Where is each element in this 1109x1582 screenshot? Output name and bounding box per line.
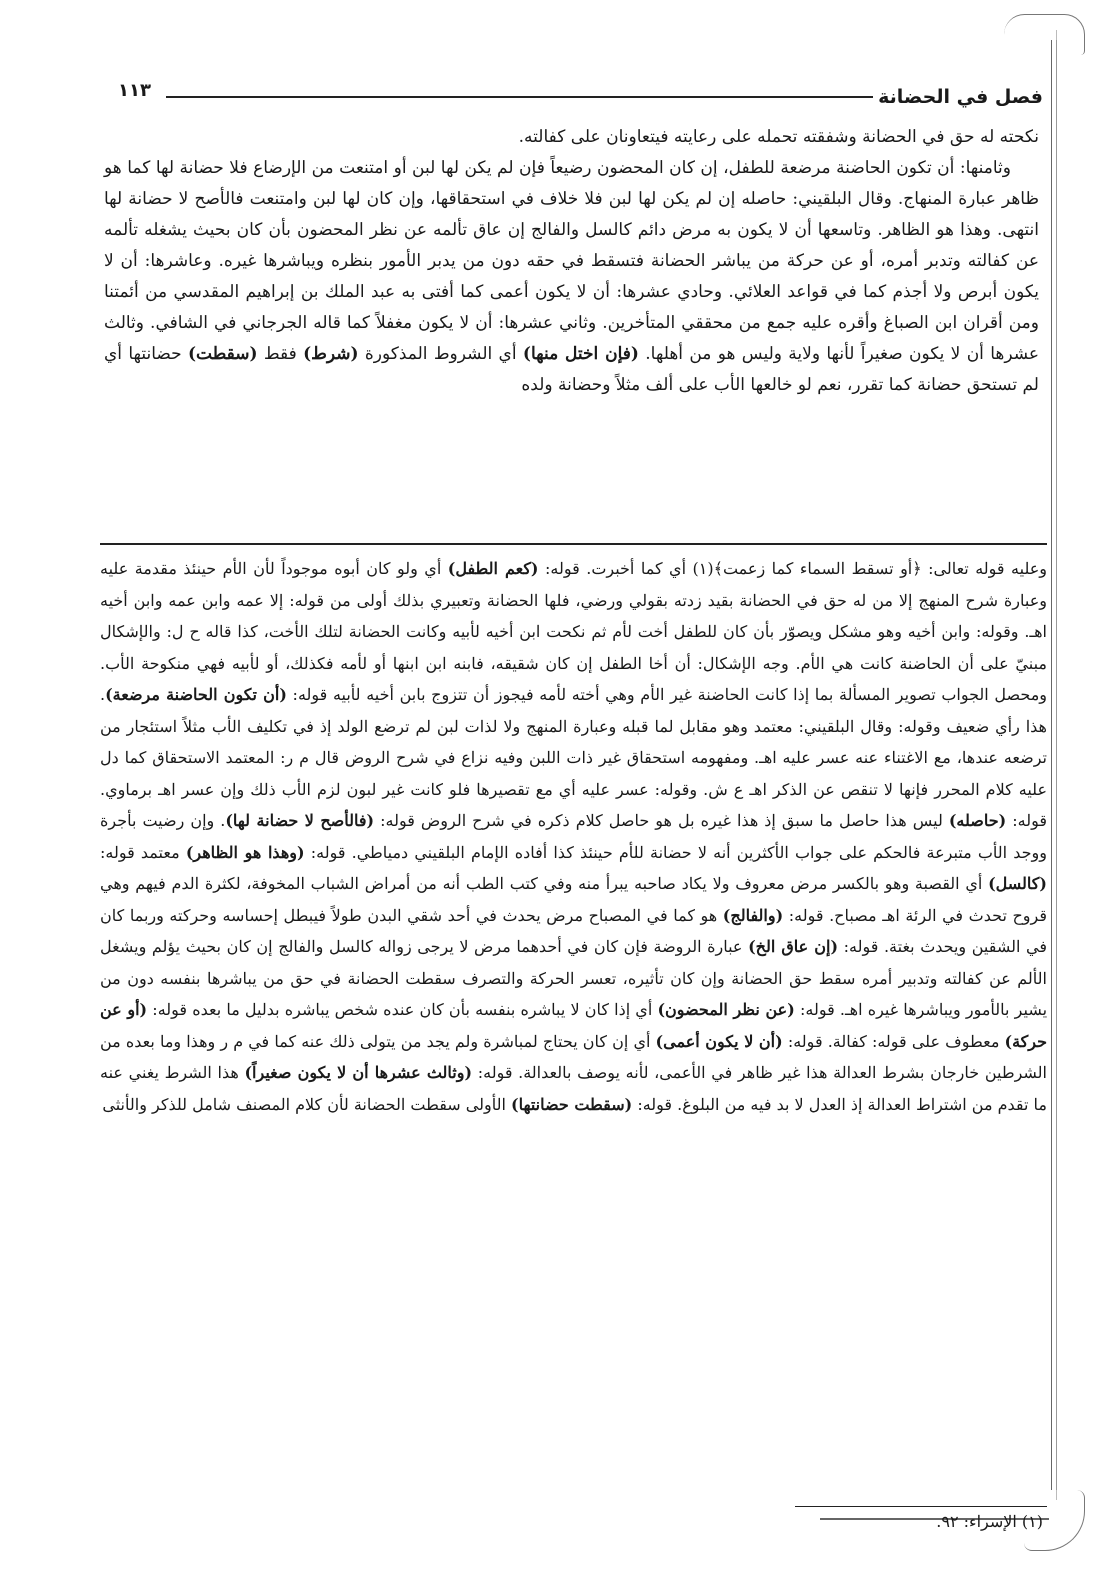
frame-border-inner xyxy=(1051,40,1057,1490)
footnote-rule xyxy=(795,1506,1047,1507)
page-header xyxy=(118,72,1043,112)
footnote: (١) الإسراء: ٩٢. xyxy=(936,1512,1043,1531)
bold-term: (وهذا هو الظاهر) xyxy=(185,842,305,862)
main-text-run: فقط xyxy=(263,344,297,364)
commentary-paragraph xyxy=(100,553,1047,1120)
scroll-ornament-top xyxy=(1004,14,1085,55)
bold-term: (فالأصح لا حضانة لها) xyxy=(225,811,375,830)
commentary-run: أي ولو كان أبوه موجوداً لأن الأم حينئذ مقدمة عليه وعبارة شرح المنهج إلا من له حق في الحضانة بقيد زدته بقولي ورضي، فلها الحضانة وتعبيري بذلك أولى من قوله: إلا عمه وابن عمه وابن أخيه اهـ. وقوله: وابن أخيه وهو مشكل ويصوّر بأن كان للطفل أخت لأم ثم نكحت ابن أخيه لأبيه وكانت الحضانة لتلك الأخت، كذا قاله ح ل: والإشكال مبنيّ على أن الحاضنة كانت هي الأم. وجه الإشكال: أن أخا الطفل إن كان شقيقه، فابنه ابن ابنها أو لأمه فكذلك، أو لأبيه فهي منكوحة الأب. ومحصل الجواب تصوير المسألة بما إذا كانت الحاضنة غير الأم وهي أخته لأمه فيجوز أن تتزوج بابن أخيه لأبيه قوله: xyxy=(100,559,1048,704)
bold-term: (والفالج) xyxy=(722,905,784,925)
commentary-text xyxy=(100,553,1047,1120)
commentary-run: معتمد قوله: xyxy=(100,842,180,862)
commentary-run: عبارة الروضة فإن كان في أحدهما مرض لا يرجى زواله كالسل والفالج إن كان بحيث يؤلم ويشغل الألم عن كفالته وتدبير أمره سقط حق الحضانة وإن كان تأثيره، تعسر الحركة والتصرف سقطت الحضانة في حق من يباشرها بنفسه دون من يشير بالأمور ويباشرها غيره اهـ. قوله: xyxy=(100,937,1048,1019)
commentary-run: . وإن رضيت بأجرة ووجد الأب متبرعة فالحكم على جواب الأكثرين أنه لا حضانة للأم حينئذ كذا أفاده الإمام البلقيني دمياطي. قوله: xyxy=(100,811,1048,862)
main-text xyxy=(104,122,1039,401)
bold-term: (إن عاق الخ) xyxy=(748,937,839,956)
section-divider xyxy=(100,543,1047,545)
commentary-run: ليس هذا حاصل ما سبق إذ هذا غيره بل هو حاصل كلام ذكره في شرح الروض قوله: xyxy=(380,811,943,830)
commentary-run: أي إذا كان لا يباشره بنفسه بأن كان عنده شخص يباشره بدليل ما بعده قوله: xyxy=(152,1000,653,1019)
commentary-run: أي إن كان يحتاج لمباشرة ولم يجد من يتولى ذلك عنه كما في م ر وهذا وما بعده من الشرطين خارجان بشرط العدالة هذا غير ظاهر في الأعمى، لأنه يوصف بالعدالة. قوله: xyxy=(100,1031,1047,1082)
running-title: فصل في الحضانة xyxy=(878,86,1043,108)
commentary-run: معطوف على قوله: كفالة. قوله: xyxy=(787,1031,1000,1051)
main-text-run: حضانتها أي لم تستحق حضانة كما تقرر، نعم لو خالعها الأب على ألف مثلاً وحضانة ولده xyxy=(104,344,1039,395)
bold-term: (كالسل) xyxy=(988,874,1047,893)
bold-term: (فإن اختل منها) xyxy=(522,344,639,364)
commentary-run: أي القصبة وهو بالكسر مرض معروف ولا يكاد صاحبه يبرأ منه وفي كتب الطب أنه من أمراض الشباب المخوفة، لكثرة الدم فيهم وهي قروح تحدث في الرئة اهـ مصباح. قوله: xyxy=(100,874,1047,925)
main-text-run: أي الشروط المذكورة xyxy=(364,344,517,364)
main-paragraph: نكحته له حق في الحضانة وشفقته تحمله على رعايته فيتعاونان على كفالته. xyxy=(518,127,1039,147)
bold-term: (شرط) xyxy=(303,344,359,364)
page-number: ١١٣ xyxy=(118,80,151,101)
header-rule xyxy=(166,96,873,98)
bold-term: (أن تكون الحاضنة مرضعة) xyxy=(105,685,287,704)
bold-term: (أو عن حركة) xyxy=(100,1000,1047,1051)
commentary-run: هذا الشرط يغني عنه ما تقدم من اشتراط العدالة إذ العدل لا بد فيه من البلوغ. قوله: xyxy=(100,1063,1047,1114)
main-text-run: وثامنها: أن تكون الحاضنة مرضعة للطفل، إن كان المحضون رضيعاً فإن لم يكن لها لبن أو امتنعت من الإرضاع فلا حضانة لها كما هو ظاهر عبارة المنهاج. وقال البلقيني: حاصله إن لم يكن لها لبن فلا خلاف في استحقاقها، وإن كان لها لبن وامتنعت فالأصح لا حضانة لها انتهى. وهذا هو الظاهر. وتاسعها أن لا يكون به مرض دائم كالسل والفالج إن عاق تألمه عن نظر المحضون بأن كان بحيث يشغله تألمه عن كفالته وتدبر أمره، أو عن حركة من يباشر الحضانة فتسقط في حقه دون من يدبر الأمور بنظره ويباشرها غيره. وعاشرها: أن لا يكون أبرص ولا أجذم كما في قواعد العلائي. وحادي عشرها: أن لا يكون أعمى كما أفتى به عبد الملك بن إبراهيم المقدسي من أئمتنا ومن أقران ابن الصباغ وأقره عليه جمع من محققي المتأخرين. وثاني عشرها: أن لا يكون مغفلاً كما قاله الجرجاني في الشافي. وثالث عشرها أن لا يكون صغيراً لأنها ولاية وليس هو من أهلها. xyxy=(104,158,1040,364)
commentary-run: الأولى سقطت الحضانة لأن كلام المصنف شامل للذكر والأنثى xyxy=(102,1094,506,1114)
bold-term: (سقطت حضانتها) xyxy=(511,1094,633,1114)
bold-term: (عن نظر المحضون) xyxy=(657,1000,795,1019)
main-paragraph xyxy=(104,153,1039,401)
bold-term: (سقطت) xyxy=(188,344,258,364)
frame-border-outer xyxy=(1056,30,1067,1500)
bold-term: (كعم الطفل) xyxy=(447,559,539,578)
commentary-run: هو كما في المصباح مرض يحدث في أحد شقي البدن طولاً فيبطل إحساسه وحركته وربما كان في الشقين ويحدث بغتة. قوله: xyxy=(100,905,1047,956)
bold-term: (وثالث عشرها أن لا يكون صغيراً) xyxy=(244,1063,473,1082)
bold-term: (حاصله) xyxy=(948,811,1007,830)
commentary-run: . هذا رأي ضعيف وقوله: وقال البلقيني: معتمد وهو مقابل لما قبله وعبارة المنهج ولا لذات لبن لم ترضع الولد إذ في تكليف الأب مثلاً استئجار من ترضعه عندها، مع الاغتناء عنه عسر عليه اهـ. ومفهومه استحقاق غير ذات اللبن وفيه نزاع في شرح الروض قال م ر: المعتمد الاستحقاق كما دل عليه كلام المحرر فإنها لا تنقص عن الذكر اهـ ع ش. وقوله: عسر عليه أي مع تقصيرها فلو كانت غير لبون لزم الأب ذلك وإن عسر اهـ برماوي. قوله: xyxy=(100,685,1048,830)
bold-term: (أن لا يكون أعمى) xyxy=(655,1031,783,1051)
commentary-run: وعليه قوله تعالى: ﴿أو تسقط السماء كما زعمت﴾(١) أي كما أخبرت. قوله: xyxy=(545,559,1048,578)
